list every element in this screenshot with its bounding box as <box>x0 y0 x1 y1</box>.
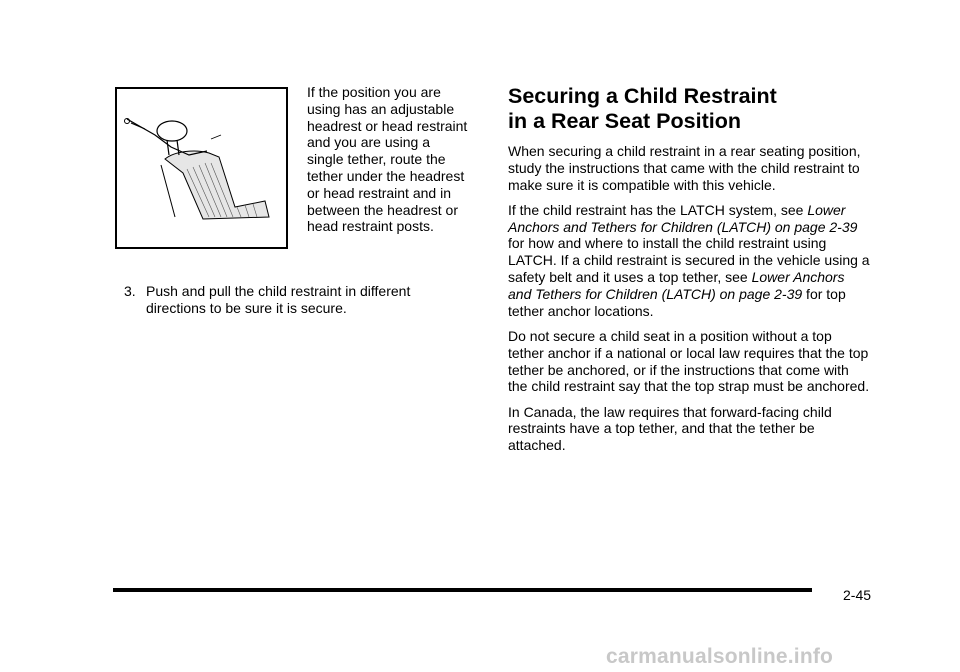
heading-line: in a Rear Seat Position <box>508 109 741 133</box>
seat-headrest-icon <box>117 89 286 247</box>
paragraph: Do not secure a child seat in a position without a top tether anchor if a national or local law requires that the top tether be anchored, or if the instructions that come with the child restraint say that the top strap must be anchored. <box>508 327 870 395</box>
caption-line: headrest or head restraint <box>307 117 468 134</box>
paragraph-text: for top tether anchor locations. <box>508 285 846 319</box>
watermark: carmanualsonline.info <box>606 645 834 668</box>
cross-reference-link[interactable]: Lower Anchors and Tethers for Children (LATCH) on page 2-39 <box>508 201 858 235</box>
heading-line: Securing a Child Restraint <box>508 84 777 108</box>
caption-line: tether under the headrest <box>307 167 465 184</box>
paragraph-text: for how and where to install the child restraint using LATCH. If a child restraint is secured in the vehicle using a safety belt and it uses a top tether, see <box>508 235 870 286</box>
section-heading <box>508 84 870 134</box>
cross-reference-link[interactable]: Lower Anchors and Tethers for Children (LATCH) on page 2-39 <box>508 269 845 302</box>
caption-line: or head restraint and in <box>307 184 451 201</box>
caption-line: and you are using a <box>307 134 430 151</box>
page-number: 2-45 <box>843 587 872 603</box>
caption-line: head restraint posts. <box>307 218 434 235</box>
caption-line: single tether, route the <box>307 151 446 168</box>
caption-line: between the headrest or <box>307 201 458 218</box>
figure-caption <box>307 84 487 235</box>
step-number: 3. <box>124 283 136 299</box>
headrest-tether-illustration <box>115 87 288 249</box>
footer-rule <box>113 588 812 592</box>
paragraph-latch <box>508 202 870 320</box>
section-securing-rear <box>508 84 870 463</box>
caption-line: If the position you are <box>307 84 441 100</box>
paragraph: In Canada, the law requires that forward-facing child restraints have a top tether, and that the tether be attached. <box>508 403 832 454</box>
step-text: Push and pull the child restraint in different directions to be sure it is secure. <box>146 283 411 316</box>
step-item <box>124 283 474 317</box>
caption-line: using has an adjustable <box>307 100 455 117</box>
paragraph-text: If the child restraint has the LATCH system, see <box>508 201 808 218</box>
paragraph: When securing a child restraint in a rear seating position, study the instructions that came with the child restraint to make sure it is compatible with this vehicle. <box>508 143 861 193</box>
